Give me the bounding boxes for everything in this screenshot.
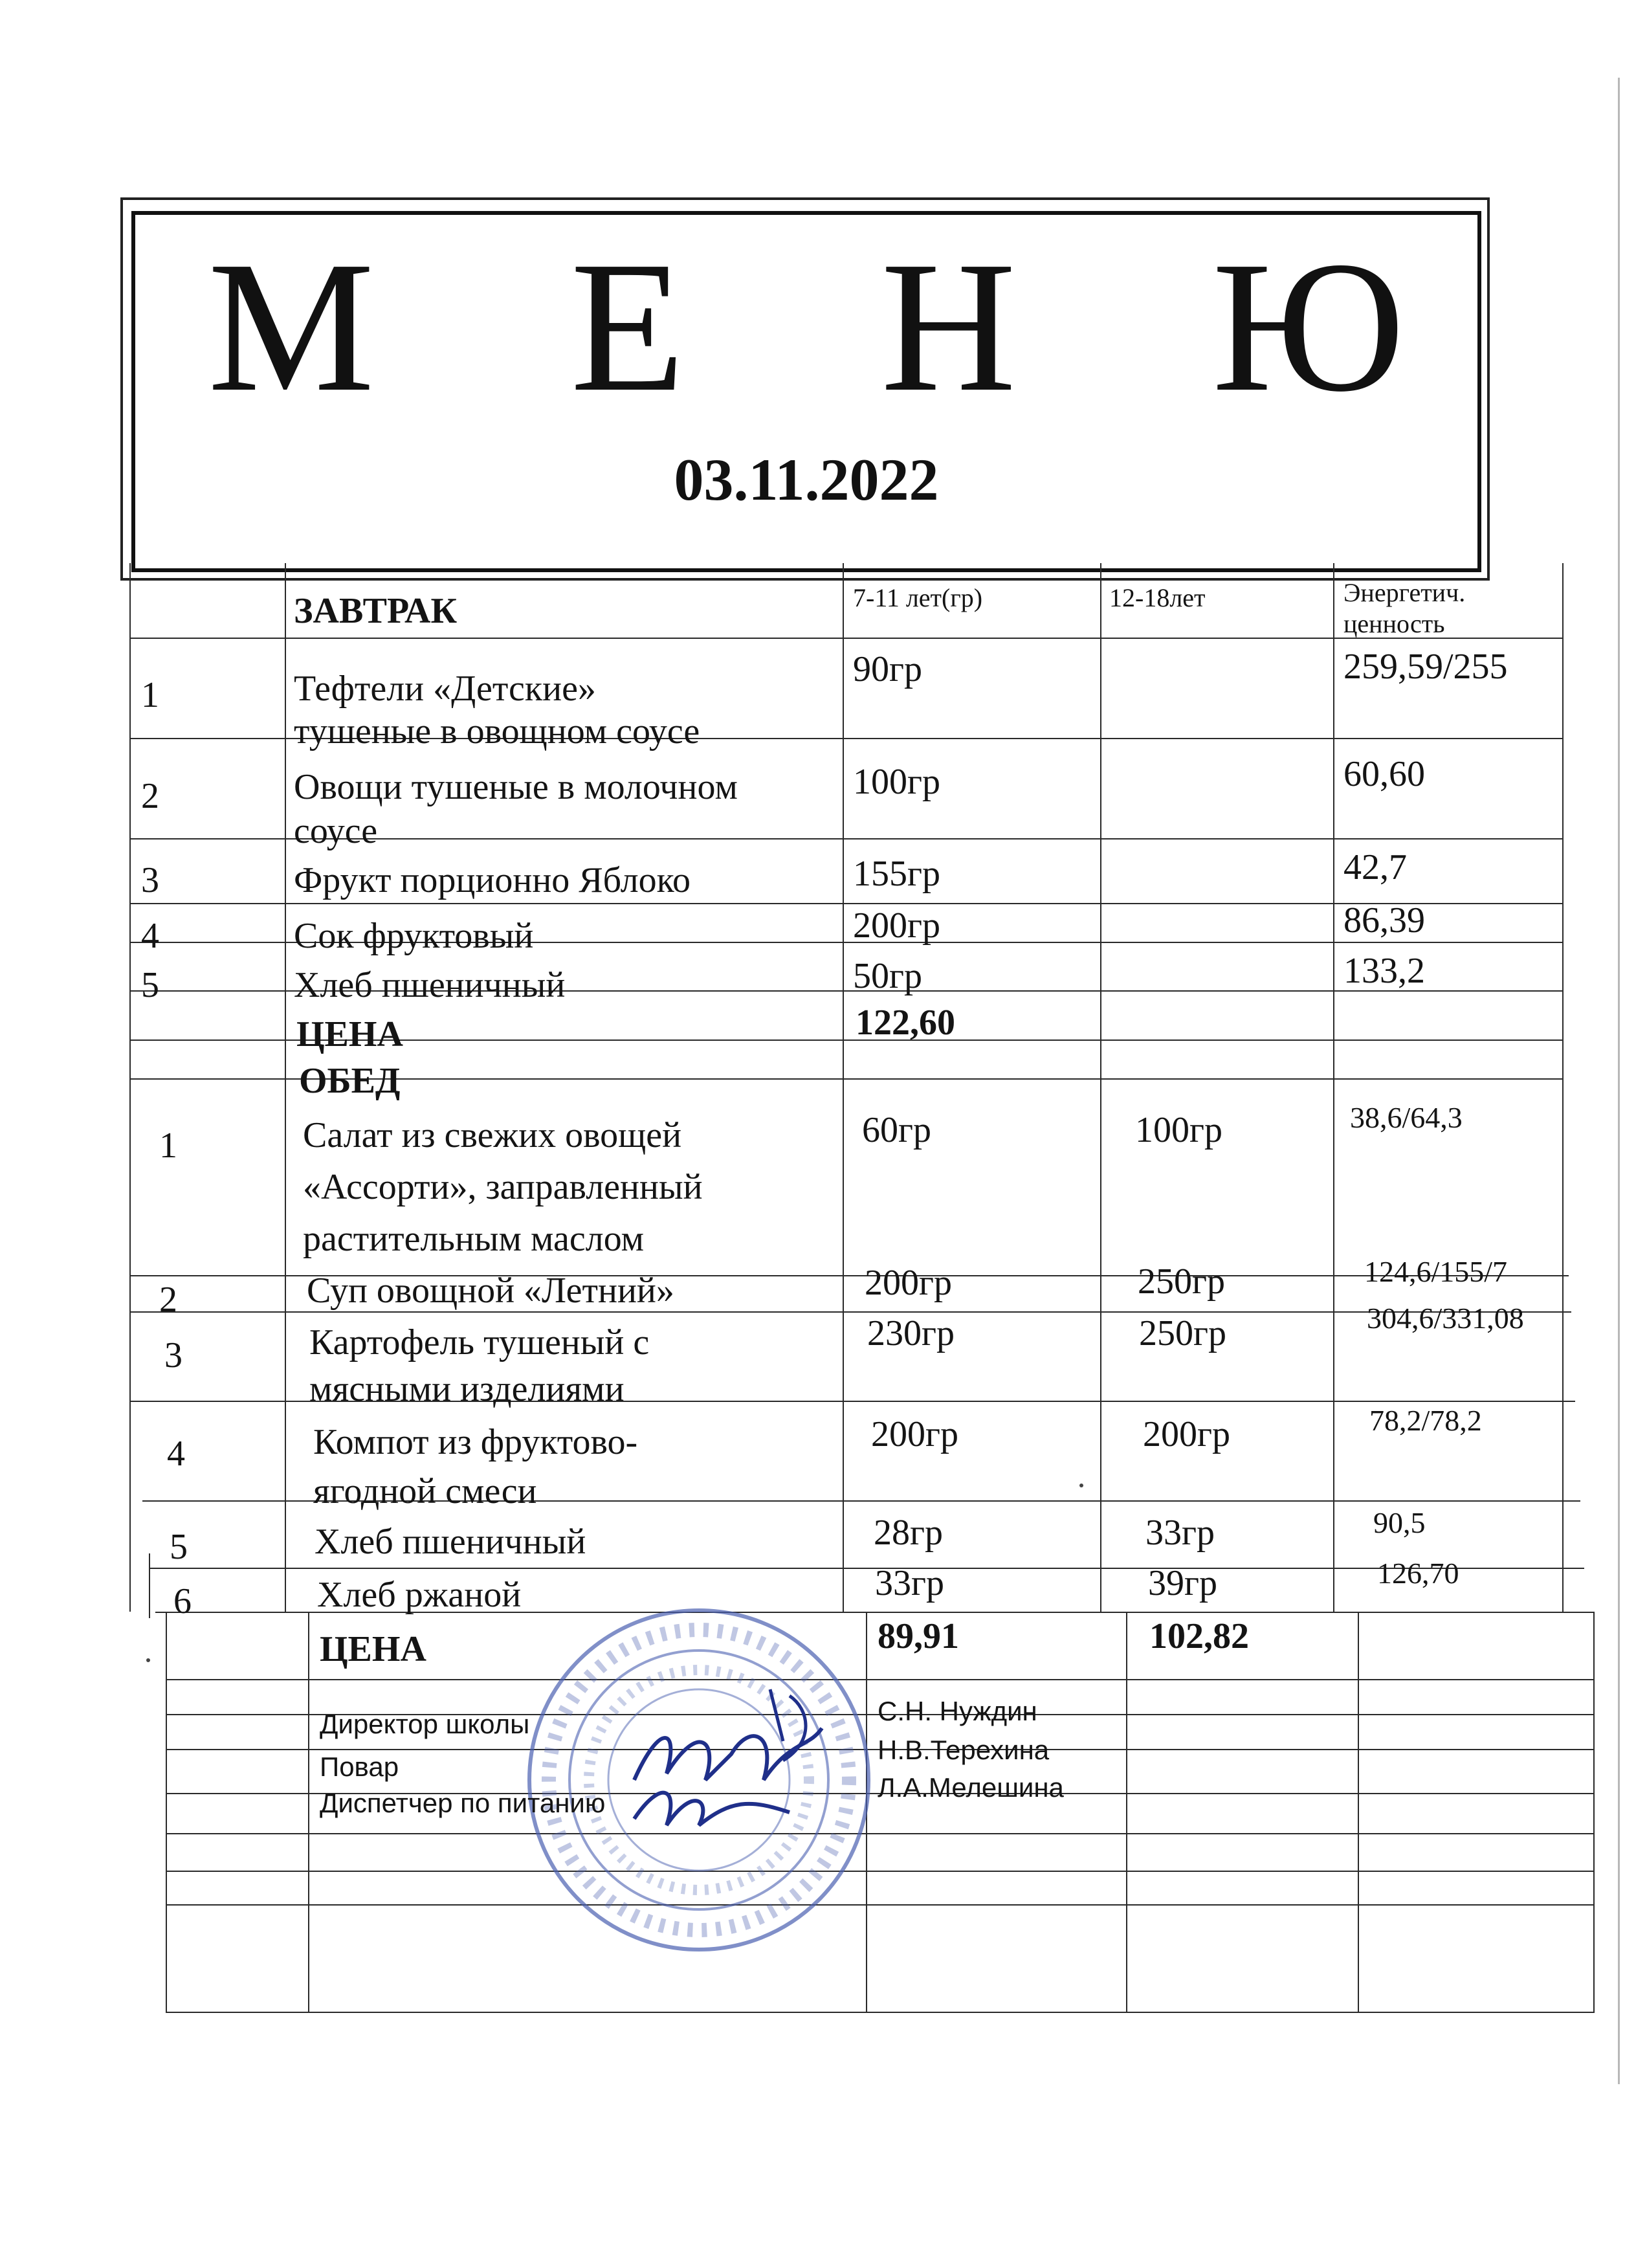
- price-7-11: 122,60: [856, 1003, 955, 1043]
- grid-vline: [285, 563, 286, 1612]
- grid-vline: [149, 1553, 150, 1618]
- dish-name-cont: тушеные в овощном соусе: [294, 711, 700, 751]
- energy-value: 38,6/64,3: [1350, 1101, 1463, 1134]
- weight-7-11: 50гр: [853, 956, 922, 996]
- signature-name: Н.В.Терехина: [878, 1735, 1050, 1765]
- dish-name: Суп овощной «Летний»: [307, 1271, 674, 1311]
- dish-name: Хлеб пшеничный: [294, 965, 566, 1005]
- page-title: М Е Н Ю: [208, 223, 1479, 430]
- scan-edge: [1618, 78, 1620, 2084]
- price-12-18: 102,82: [1149, 1616, 1249, 1656]
- price-label: ЦЕНА: [296, 1014, 403, 1054]
- energy-value: 42,7: [1343, 847, 1407, 887]
- grid-hline: [149, 1568, 1584, 1569]
- weight-12-18: 250гр: [1139, 1313, 1226, 1353]
- row-number: 5: [170, 1527, 188, 1567]
- row-number: 6: [173, 1581, 192, 1621]
- price-label: ЦЕНА: [320, 1629, 426, 1669]
- energy-value: 78,2/78,2: [1369, 1404, 1482, 1437]
- weight-12-18: 250гр: [1138, 1262, 1225, 1302]
- row-number: 2: [141, 776, 159, 816]
- dish-name-cont: растительным маслом: [303, 1219, 645, 1259]
- energy-value: 90,5: [1373, 1506, 1426, 1539]
- weight-12-18: 200гр: [1143, 1414, 1230, 1454]
- weight-7-11: 200гр: [871, 1414, 958, 1454]
- energy-value: 126,70: [1377, 1557, 1459, 1590]
- grid-vline: [1126, 1612, 1127, 2013]
- grid-hline: [166, 2012, 1593, 2013]
- row-number: 1: [159, 1126, 177, 1166]
- grid-vline: [1358, 1612, 1359, 2013]
- row-number: 4: [167, 1434, 185, 1474]
- dish-name-cont: мясными изделиями: [309, 1369, 625, 1409]
- energy-value: 133,2: [1343, 951, 1425, 991]
- row-number: 5: [141, 965, 159, 1005]
- dish-name-cont: ягодной смеси: [313, 1471, 537, 1511]
- weight-12-18: 100гр: [1135, 1110, 1222, 1150]
- weight-7-11: 155гр: [853, 854, 940, 894]
- grid-vline: [1593, 1612, 1595, 2013]
- column-header-energy-line1: Энергетич.: [1343, 578, 1466, 607]
- weight-7-11: 28гр: [874, 1513, 943, 1553]
- dish-name: Фрукт порционно Яблоко: [294, 860, 691, 900]
- column-header-meal: ЗАВТРАК: [294, 591, 458, 631]
- grid-vline: [1333, 563, 1334, 1612]
- energy-value: 60,60: [1343, 754, 1425, 794]
- column-header-age-7-11: 7-11 лет(гр): [853, 583, 983, 612]
- weight-12-18: 33гр: [1145, 1513, 1215, 1553]
- dish-name: Хлеб ржаной: [317, 1575, 522, 1615]
- energy-value: 304,6/331,08: [1367, 1302, 1524, 1335]
- signature-role: Повар: [320, 1751, 399, 1782]
- menu-date: 03.11.2022: [674, 447, 939, 513]
- weight-7-11: 90гр: [853, 649, 922, 689]
- signature-cook: [621, 1761, 815, 1845]
- energy-value: 86,39: [1343, 900, 1425, 940]
- dish-name-cont: соусе: [294, 811, 378, 851]
- column-header-age-12-18: 12-18лет: [1109, 583, 1206, 612]
- row-number: 3: [141, 860, 159, 900]
- row-number: 1: [141, 675, 159, 715]
- signature-name: Л.А.Мелешина: [878, 1772, 1064, 1803]
- dish-name: Компот из фруктово-: [313, 1422, 638, 1462]
- weight-7-11: 100гр: [853, 762, 940, 802]
- dish-name: Тефтели «Детские»: [294, 669, 596, 709]
- weight-7-11: 33гр: [875, 1563, 944, 1603]
- price-7-11: 89,91: [878, 1616, 959, 1656]
- grid-vline: [129, 563, 131, 1612]
- grid-vline: [1562, 563, 1564, 1612]
- weight-7-11: 230гр: [867, 1313, 955, 1353]
- grid-vline: [843, 563, 844, 1612]
- grid-vline: [308, 1612, 309, 2013]
- scan-speck: [146, 1658, 150, 1662]
- signature-role: Диспетчер по питанию: [320, 1788, 606, 1818]
- dish-name: Картофель тушеный с: [309, 1322, 650, 1362]
- dish-name: Сок фруктовый: [294, 916, 534, 956]
- column-header-energy-line2: ценность: [1343, 609, 1445, 638]
- signature-name: С.Н. Нуждин: [878, 1696, 1037, 1726]
- signature-role: Директор школы: [320, 1709, 530, 1739]
- grid-vline: [1100, 563, 1101, 1612]
- weight-7-11: 200гр: [853, 906, 940, 946]
- dish-name: Салат из свежих овощей: [303, 1115, 682, 1155]
- dish-name: Хлеб пшеничный: [315, 1522, 586, 1562]
- grid-vline: [166, 1612, 167, 2013]
- energy-value: 124,6/155/7: [1364, 1255, 1508, 1288]
- section-label-lunch: ОБЕД: [299, 1061, 401, 1101]
- weight-7-11: 200гр: [865, 1263, 952, 1303]
- row-number: 2: [159, 1280, 177, 1320]
- row-number: 3: [164, 1335, 182, 1375]
- dish-name-cont: «Ассорти», заправленный: [303, 1167, 703, 1207]
- weight-12-18: 39гр: [1148, 1563, 1217, 1603]
- energy-value: 259,59/255: [1343, 647, 1508, 687]
- dish-name: Овощи тушеные в молочном: [294, 767, 738, 807]
- weight-7-11: 60гр: [862, 1110, 931, 1150]
- row-number: 4: [141, 916, 159, 956]
- scan-speck: [1079, 1484, 1083, 1487]
